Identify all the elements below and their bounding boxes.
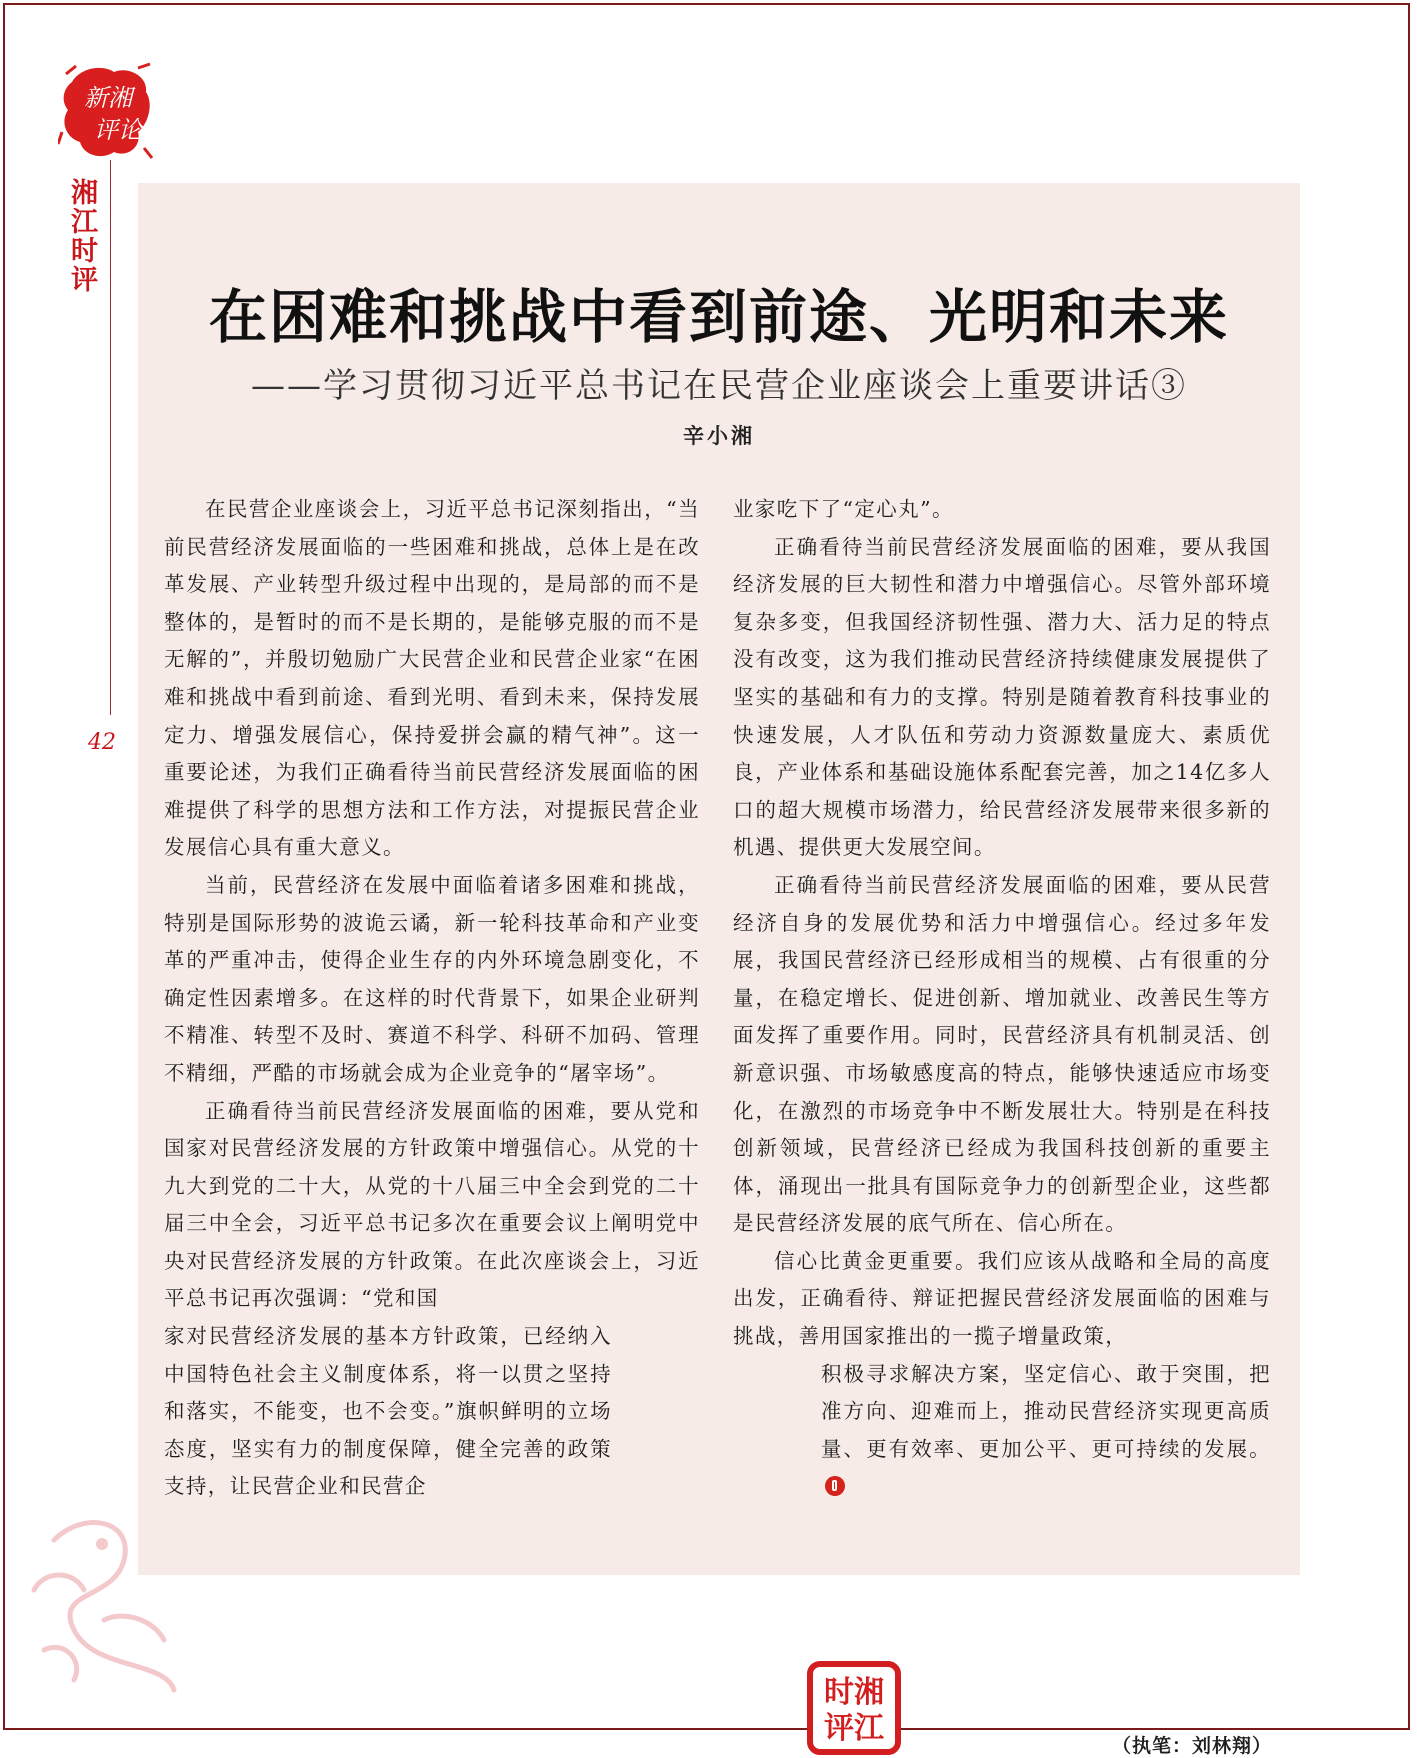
phoenix-watermark-icon: [14, 1500, 204, 1700]
article-author: 辛小湘: [683, 424, 755, 448]
paragraph-continuation: 积极寻求解决方案，坚定信心、敢于突围，把准方向、迎难而上，推动民营经济实现更高质量、更有效率、更加公平、更可持续的发展。: [821, 1361, 1271, 1461]
author-credit: （执笔：刘林翔）: [1111, 1735, 1272, 1757]
svg-text:新湘: 新湘: [84, 84, 132, 112]
svg-text:时湘: 时湘: [824, 1675, 884, 1710]
closing-paragraph: [821, 1356, 1271, 1506]
article-column-left: [164, 491, 700, 1506]
article-subtitle: ——学习贯彻习近平总书记在民营企业座谈会上重要讲话③: [251, 366, 1187, 406]
paragraph: 正确看待当前民营经济发展面临的困难，要从党和国家对民营经济发展的方针政策中增强信心。从党的十九大到党的二十大，从党的十八届三中全会到党的二十届三中全会，习近平总书记多次在重要会议上阐明党中央对民营经济发展的方针政策。在此次座谈会上，习近平总书记再次强调：“党和国: [164, 1098, 700, 1311]
paragraph-continuation: 家对民营经济发展的基本方针政策，已经纳入中国特色社会主义制度体系，将一以贯之坚持和落实，不能变，也不会变。”旗帜鲜明的立场态度，坚实有力的制度保障，健全完善的政策支持，让民营企业和民营企: [164, 1324, 612, 1499]
article-column-right: [733, 491, 1271, 1506]
article-panel: [138, 183, 1300, 1757]
paragraph: 当前，民营经济在发展中面临着诸多困难和挑战，特别是国际形势的波诡云谲，新一轮科技革命和产业变革的严重冲击，使得企业生存的内外环境急剧变化，不确定性因素增多。在这样的时代背景下，如果企业研判不精准、转型不及时、赛道不科学、科研不加码、管理不精细，严酷的市场就会成为企业竞争的“屠宰场”。: [164, 872, 700, 1085]
column-seal-icon: [806, 1660, 902, 1756]
sidebar-divider: [110, 160, 111, 715]
paragraph: 正确看待当前民营经济发展面临的困难，要从民营经济自身的发展优势和活力中增强信心。经过多年发展，我国民营经济已经形成相当的规模、占有很重的分量，在稳定增长、促进创新、增加就业、改善民生等方面发挥了重要作用。同时，民营经济具有机制灵活、创新意识强、市场敏感度高的特点，能够快速适应市场变化，在激烈的市场竞争中不断发展壮大。特别是在科技创新领域，民营经济已经成为我国科技创新的重要主体，涌现出一批具有国际竞争力的创新型企业，这些都是民营经济发展的底气所在、信心所在。: [733, 872, 1271, 1236]
magazine-logo-icon: [58, 62, 154, 162]
article-title: 在困难和挑战中看到前途、光明和未来: [208, 283, 1229, 351]
paragraph: 在民营企业座谈会上，习近平总书记深刻指出，“当前民营经济发展面临的一些困难和挑战，总体上是在改革发展、产业转型升级过程中出现的，是局部的而不是整体的，是暂时的而不是长期的，是能够克服的而不是无解的”，并殷切勉励广大民营企业和民营企业家“在困难和挑战中看到前途、看到光明、看到未来，保持发展定力、增强发展信心，保持爱拼会赢的精气神”。这一重要论述，为我们正确看待当前民营经济发展面临的困难提供了科学的思想方法和工作方法，对提振民营企业发展信心具有重大意义。: [164, 497, 700, 860]
paragraph-continuation: 业家吃下了“定心丸”。: [733, 497, 954, 521]
svg-text:评论: 评论: [94, 116, 142, 144]
end-mark-icon: [825, 1476, 845, 1496]
paragraph: 信心比黄金更重要。我们应该从战略和全局的高度出发，正确看待、辩证把握民营经济发展面临的困难与挑战，善用国家推出的一揽子增量政策，: [733, 1248, 1271, 1349]
page-number: 42: [88, 730, 116, 755]
paragraph: 正确看待当前民营经济发展面临的困难，要从我国经济发展的巨大韧性和潜力中增强信心。尽管外部环境复杂多变，但我国经济韧性强、潜力大、活力足的特点没有改变，这为我们推动民营经济持续健康发展提供了坚实的基础和有力的支撑。特别是随着教育科技事业的快速发展，人才队伍和劳动力资源数量庞大、素质优良，产业体系和基础设施体系配套完善，加之14亿多人口的超大规模市场潜力，给民营经济发展带来很多新的机遇、提供更大发展空间。: [733, 534, 1271, 860]
svg-text:评江: 评江: [824, 1711, 884, 1746]
column-name: 湘江时评: [66, 178, 97, 294]
